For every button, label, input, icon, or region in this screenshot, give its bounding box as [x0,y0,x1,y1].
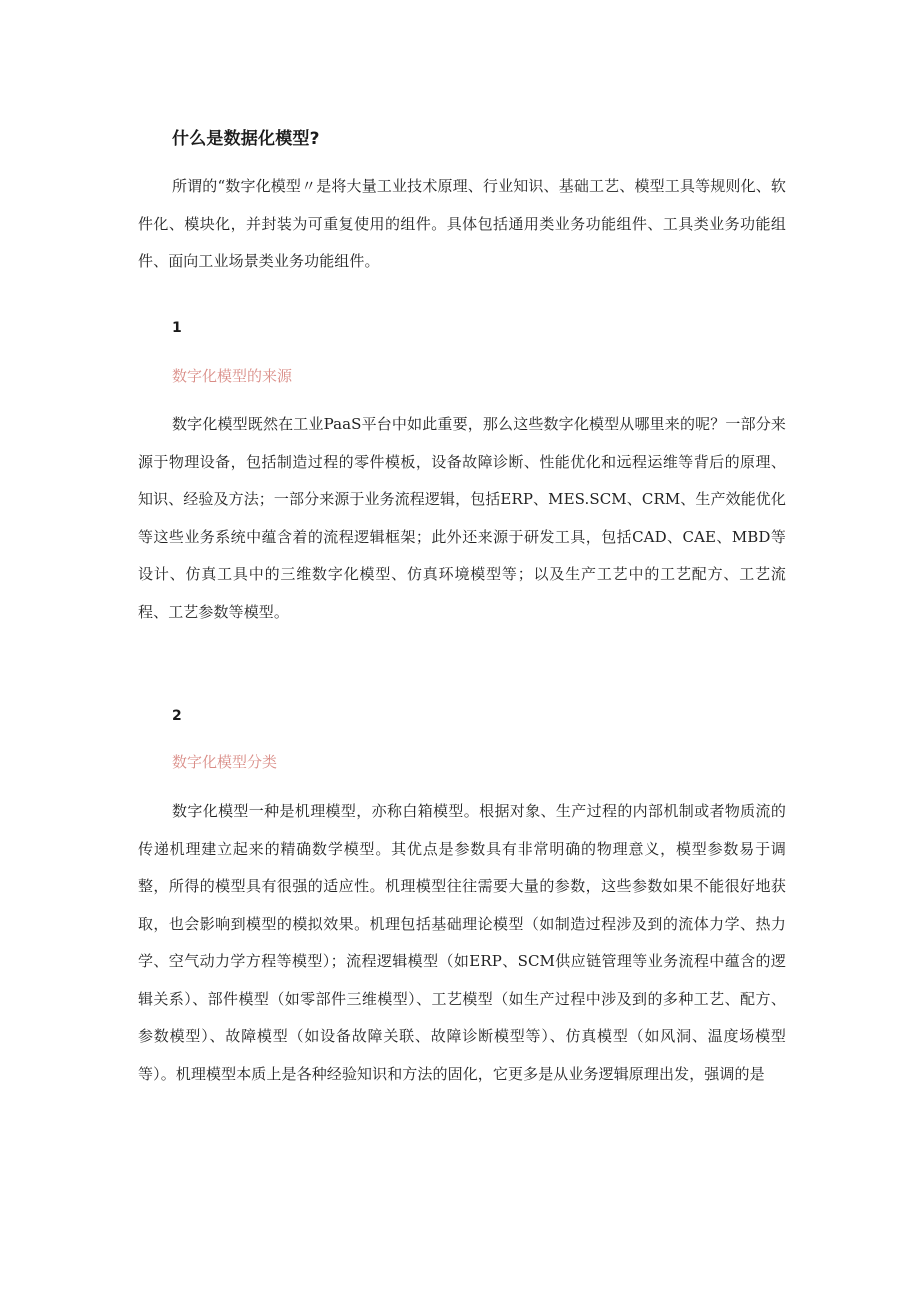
section-body-source: 数字化模型既然在工业PaaS平台中如此重要，那么这些数字化模型从哪里来的呢？一部分来源于物理设备，包括制造过程的零件模板，设备故障诊断、性能优化和远程运维等背后的原理、知识、经验及方法；一部分来源于业务流程逻辑，包括ERP、MES.SCM、CRM、生产效能优化等这些业务系统中蕴含着的流程逻辑框架；此外还来源于研发工具，包括CAD、CAE、MBD等设计、仿真工具中的三维数字化模型、仿真环境模型等；以及生产工艺中的工艺配方、工艺流程、工艺参数等模型。 [138,415,786,621]
section-title-classification: 数字化模型分类 [172,753,278,771]
page-title: 什么是数据化模型? [172,129,320,149]
section-title-source: 数字化模型的来源 [172,367,293,385]
section-body-classification: 数字化模型一种是机理模型，亦称白箱模型。根据对象、生产过程的内部机制或者物质流的传递机理建立起来的精确数学模型。其优点是参数具有非常明确的物理意义，模型参数易于调整，所得的模型具有很强的适应性。机理模型往往需要大量的参数，这些参数如果不能很好地获取，也会影响到模型的模拟效果。机理包括基础理论模型（如制造过程涉及到的流体力学、热力学、空气动力学方程等模型）；流程逻辑模型（如ERP、SCM供应链管理等业务流程中蕴含的逻辑关系）、部件模型（如零部件三维模型）、工艺模型（如生产过程中涉及到的多种工艺、配方、参数模型）、故障模型（如设备故障关联、故障诊断模型等）、仿真模型（如风洞、温度场模型等）。机理模型本质上是各种经验知识和方法的固化，它更多是从业务逻辑原理出发，强调的是 [138,802,786,1083]
section-number-2: 2 [172,708,182,724]
intro-paragraph: 所谓的“数字化模型〃是将大量工业技术原理、行业知识、基础工艺、模型工具等规则化、软件化、模块化，并封装为可重复使用的组件。具体包括通用类业务功能组件、工具类业务功能组件、面向工业场景类业务功能组件。 [138,177,786,270]
section-number-1: 1 [172,320,182,336]
